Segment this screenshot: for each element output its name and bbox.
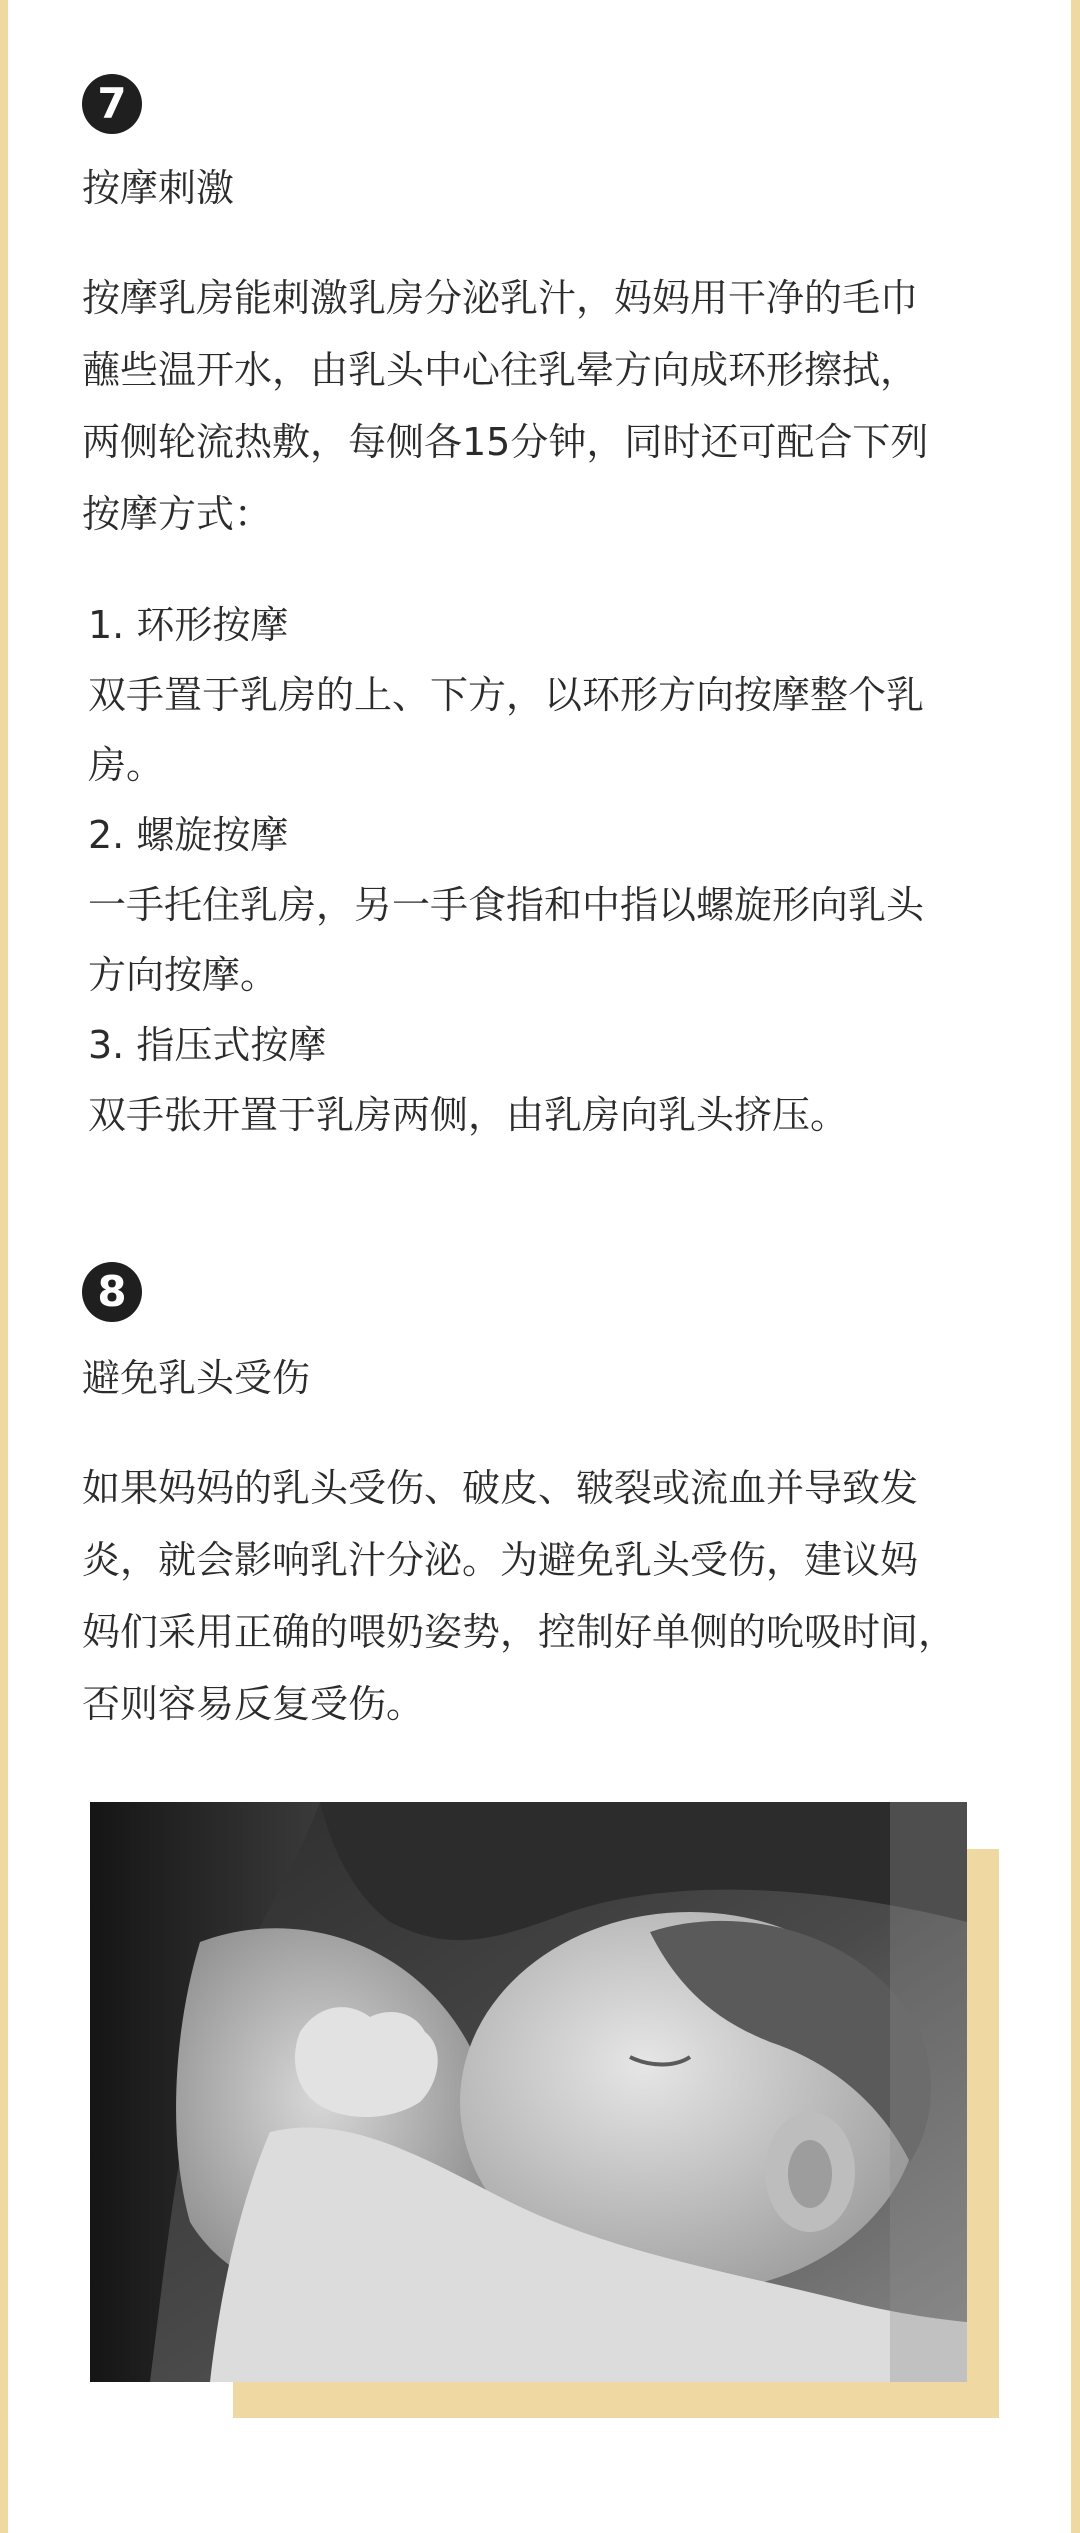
paragraph-line: 两侧轮流热敷，每侧各15分钟，同时还可配合下列 [82, 420, 929, 464]
list-item: 2. 螺旋按摩 [88, 813, 289, 857]
paragraph-line: 炎，就会影响乳汁分泌。为避免乳头受伤，建议妈 [82, 1538, 919, 1582]
section-number-badge: 8 [82, 1262, 142, 1322]
list-item: 房。 [88, 743, 165, 787]
list-item: 1. 环形按摩 [88, 603, 289, 647]
list-item: 3. 指压式按摩 [88, 1023, 327, 1067]
paragraph-line: 妈们采用正确的喂奶姿势，控制好单侧的吮吸时间， [82, 1610, 957, 1654]
list-item: 双手张开置于乳房两侧，由乳房向乳头挤压。 [88, 1093, 849, 1137]
paragraph-line: 蘸些温开水，由乳头中心往乳晕方向成环形擦拭， [82, 348, 919, 392]
paragraph-line: 如果妈妈的乳头受伤、破皮、皲裂或流血并导致发 [82, 1466, 919, 1510]
paragraph-line: 按摩方式： [82, 492, 273, 536]
section-title: 避免乳头受伤 [82, 1356, 311, 1400]
section-paragraph [82, 262, 928, 550]
list-item: 一手托住乳房，另一手食指和中指以螺旋形向乳头 [88, 883, 925, 927]
list-item: 方向按摩。 [88, 953, 279, 997]
list-item: 双手置于乳房的上、下方，以环形方向按摩整个乳 [88, 673, 925, 717]
section-number-badge: 7 [82, 74, 142, 134]
massage-method-list [88, 590, 924, 1150]
section-title: 按摩刺激 [82, 166, 235, 210]
section-paragraph [82, 1452, 956, 1740]
paragraph-line: 否则容易反复受伤。 [82, 1682, 425, 1726]
paragraph-line: 按摩乳房能刺激乳房分泌乳汁，妈妈用干净的毛巾 [82, 276, 919, 320]
